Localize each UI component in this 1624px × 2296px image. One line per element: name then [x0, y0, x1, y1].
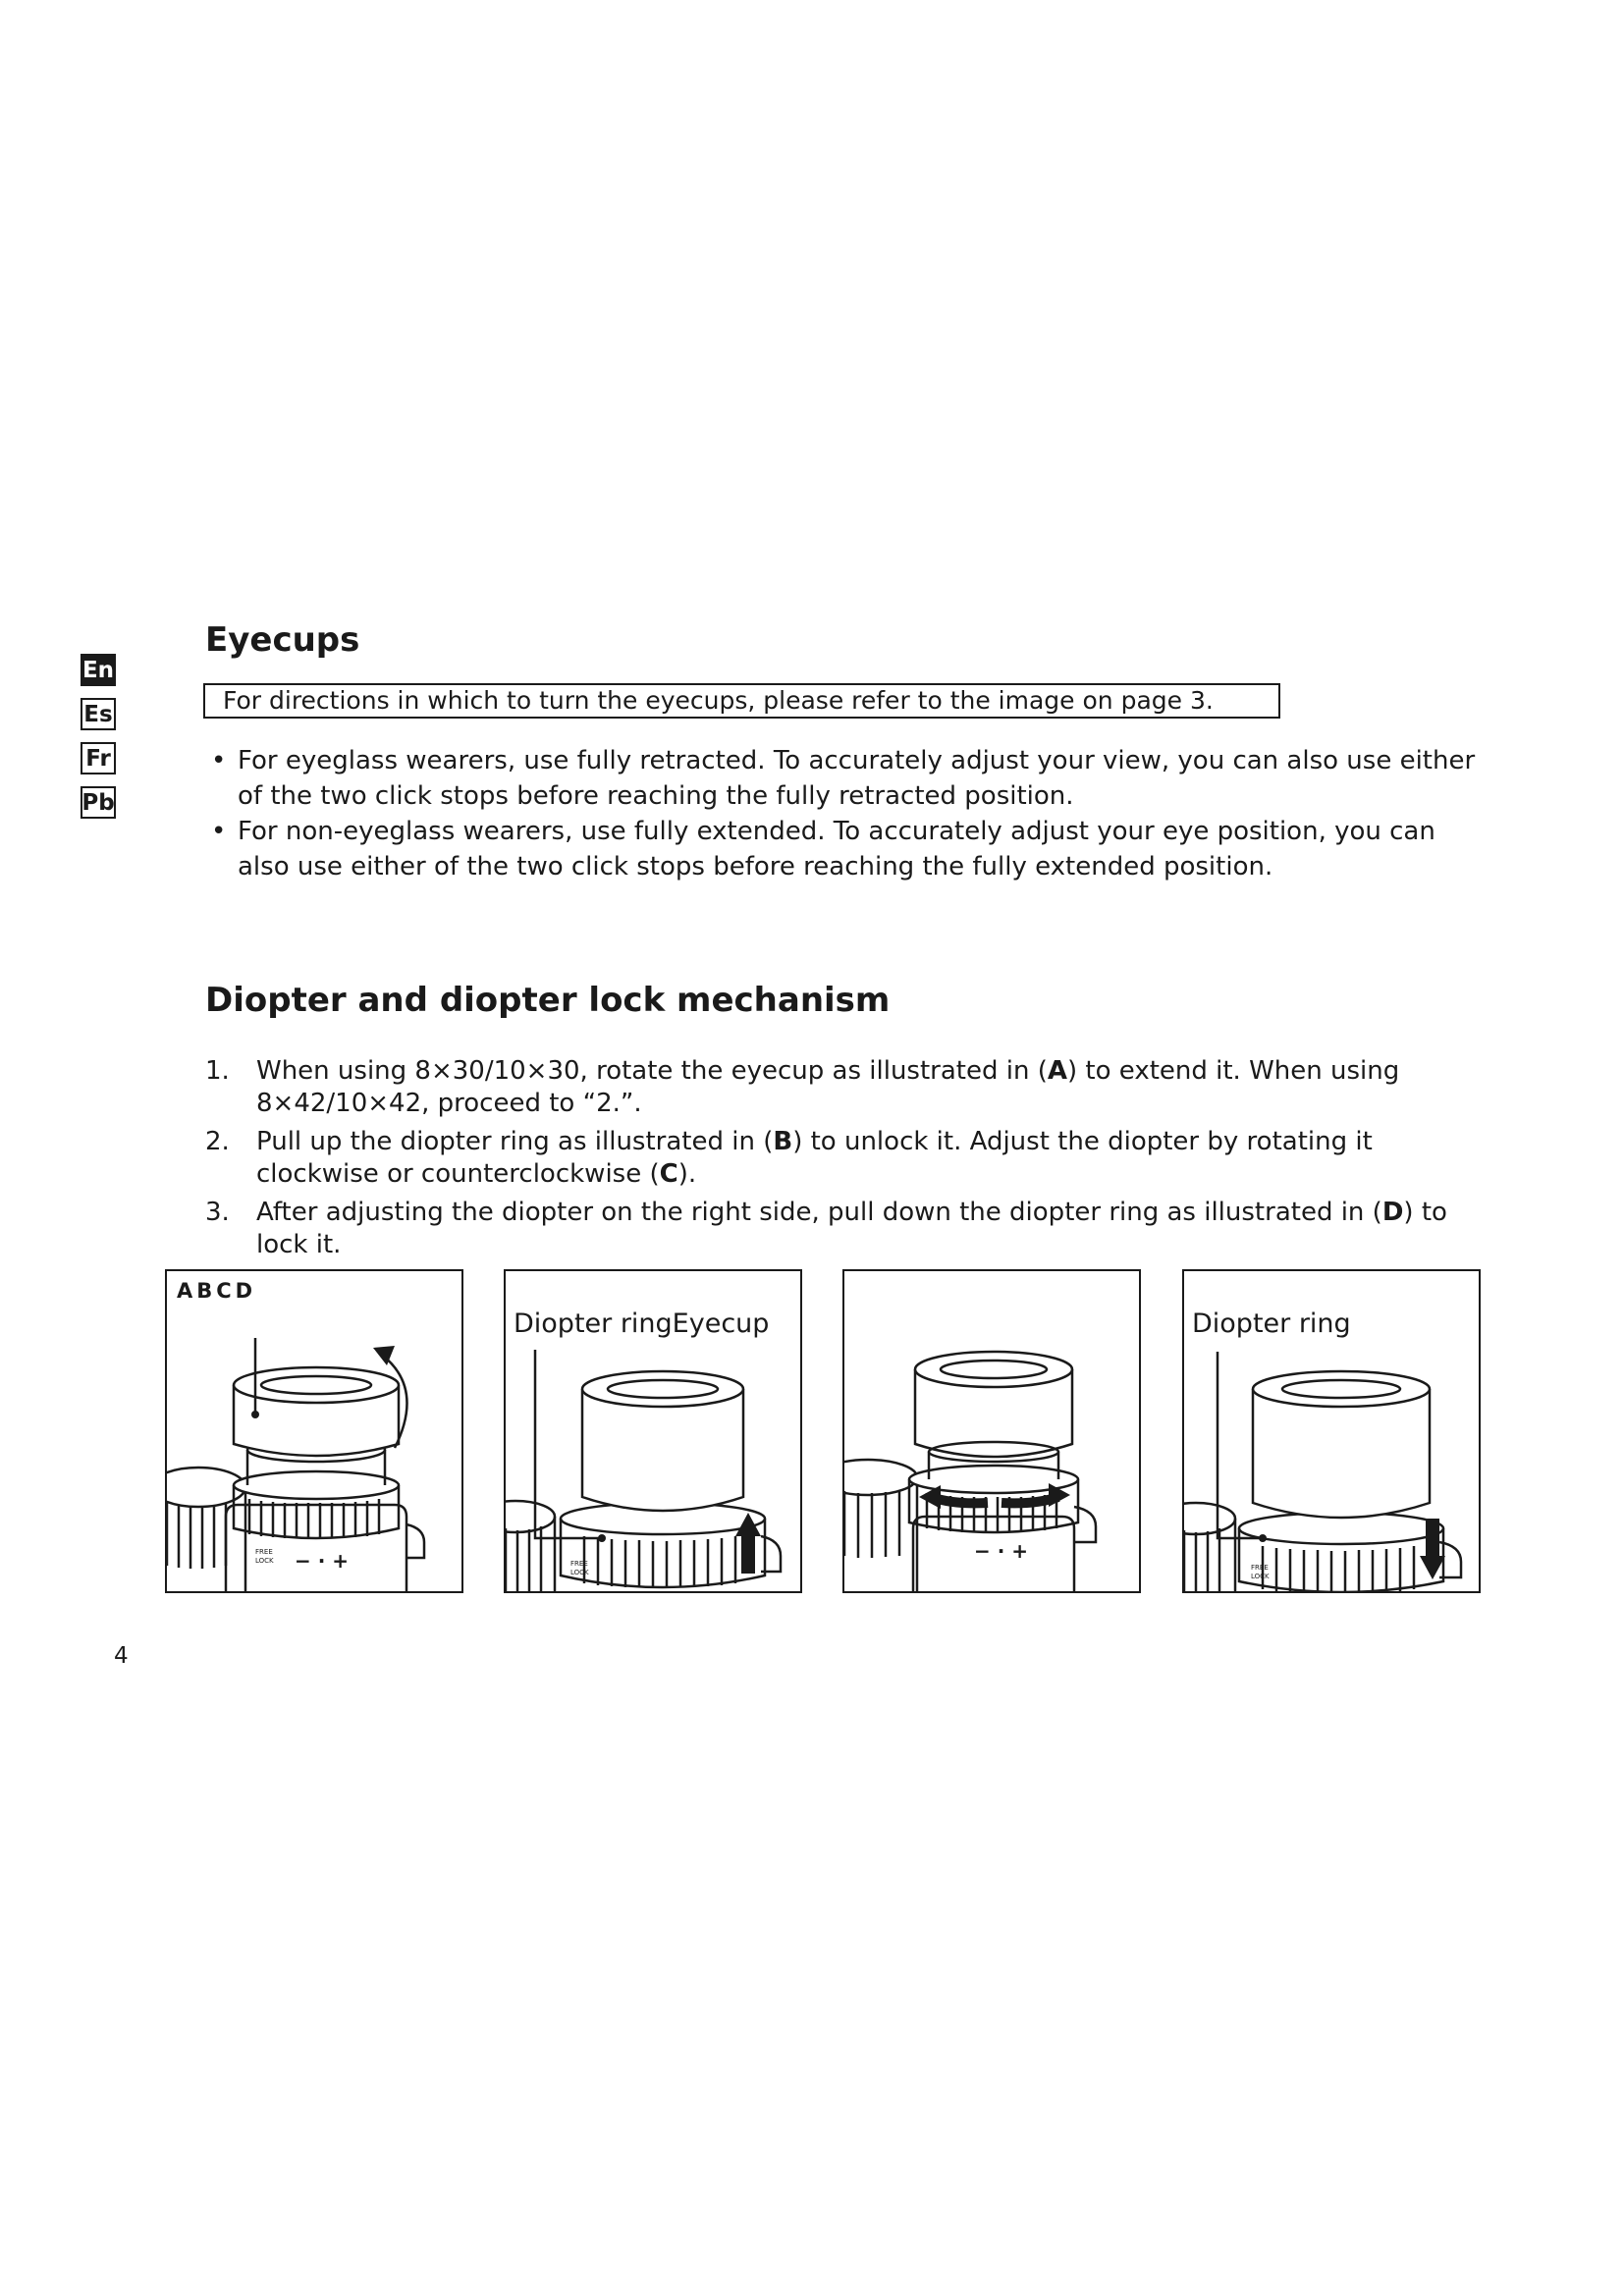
language-tab-en[interactable]: En [81, 654, 116, 686]
step-text: ) to lock it. [256, 1198, 1447, 1259]
list-item: • For eyeglass wearers, use fully retracted. To accurately adjust your view, you can also use either of the two click stops before reaching the fully retracted position. [205, 743, 1482, 814]
language-tab-fr[interactable]: Fr [81, 742, 116, 774]
step-figure-letter: A [1047, 1056, 1067, 1086]
eyecups-bullet-list [205, 743, 1482, 884]
ring-lock-text: LOCK [1251, 1573, 1270, 1580]
scale-marks-text: − · + [295, 1549, 350, 1573]
step-number: 3. [205, 1198, 230, 1227]
ring-free-text: FREE [570, 1560, 588, 1568]
diopter-rotate-icon [844, 1271, 1141, 1593]
diopter-heading: Diopter and diopter lock mechanism [205, 981, 891, 1020]
figure-label: ABCD [177, 1279, 257, 1303]
page-number: 4 [114, 1643, 129, 1669]
ring-free-text: FREE [1251, 1564, 1269, 1572]
step-text: Pull up the diopter ring as illustrated in ( [256, 1127, 774, 1156]
step-text: ). [677, 1159, 697, 1189]
language-tabs [81, 654, 116, 830]
step-figure-letter: B [773, 1127, 793, 1156]
step-item [205, 1055, 1482, 1120]
ring-lock-text: LOCK [255, 1557, 274, 1565]
step-number: 2. [205, 1127, 230, 1156]
ring-lock-text: LOCK [570, 1569, 589, 1576]
language-tab-pb[interactable]: Pb [81, 786, 116, 819]
figure-d-push-down-ring [1182, 1269, 1481, 1593]
step-text: After adjusting the diopter on the right side, pull down the diopter ring as illustrated in ( [256, 1198, 1382, 1227]
figure-c-rotate-diopter [842, 1269, 1141, 1593]
ring-free-text: FREE [255, 1548, 273, 1556]
step-figure-letter: C [659, 1159, 678, 1189]
step-text: When using 8×30/10×30, rotate the eyecup as illustrated in ( [256, 1056, 1048, 1086]
step-figure-letter: D [1381, 1198, 1404, 1227]
scale-marks-text: − · + [974, 1539, 1029, 1563]
language-tab-es[interactable]: Es [81, 698, 116, 730]
eyecups-note: For directions in which to turn the eyecups, please refer to the image on page 3. [203, 683, 1280, 719]
step-item [205, 1197, 1482, 1261]
illustration-row [165, 1269, 1481, 1593]
eyecups-heading: Eyecups [205, 620, 360, 660]
figure-d-caption: Diopter ring [1192, 1308, 1351, 1339]
list-item: • For non-eyeglass wearers, use fully extended. To accurately adjust your eye position, you can also use either of the two click stops before reaching the fully extended position. [205, 814, 1482, 884]
figure-a-rotate-eyecup [165, 1269, 463, 1593]
step-item [205, 1126, 1482, 1191]
scale-marks [167, 1271, 463, 1593]
step-text: ) to extend it. When using 8×42/10×42, proceed to “2.”. [256, 1056, 1400, 1118]
step-number: 1. [205, 1056, 230, 1086]
figure-b-caption: Diopter ringEyecup [514, 1308, 770, 1339]
step-text: ) to unlock it. Adjust the diopter by rotating it clockwise or counterclockwise ( [256, 1127, 1373, 1189]
diopter-steps-list [205, 1055, 1482, 1267]
figure-b-pull-up-ring [504, 1269, 802, 1593]
